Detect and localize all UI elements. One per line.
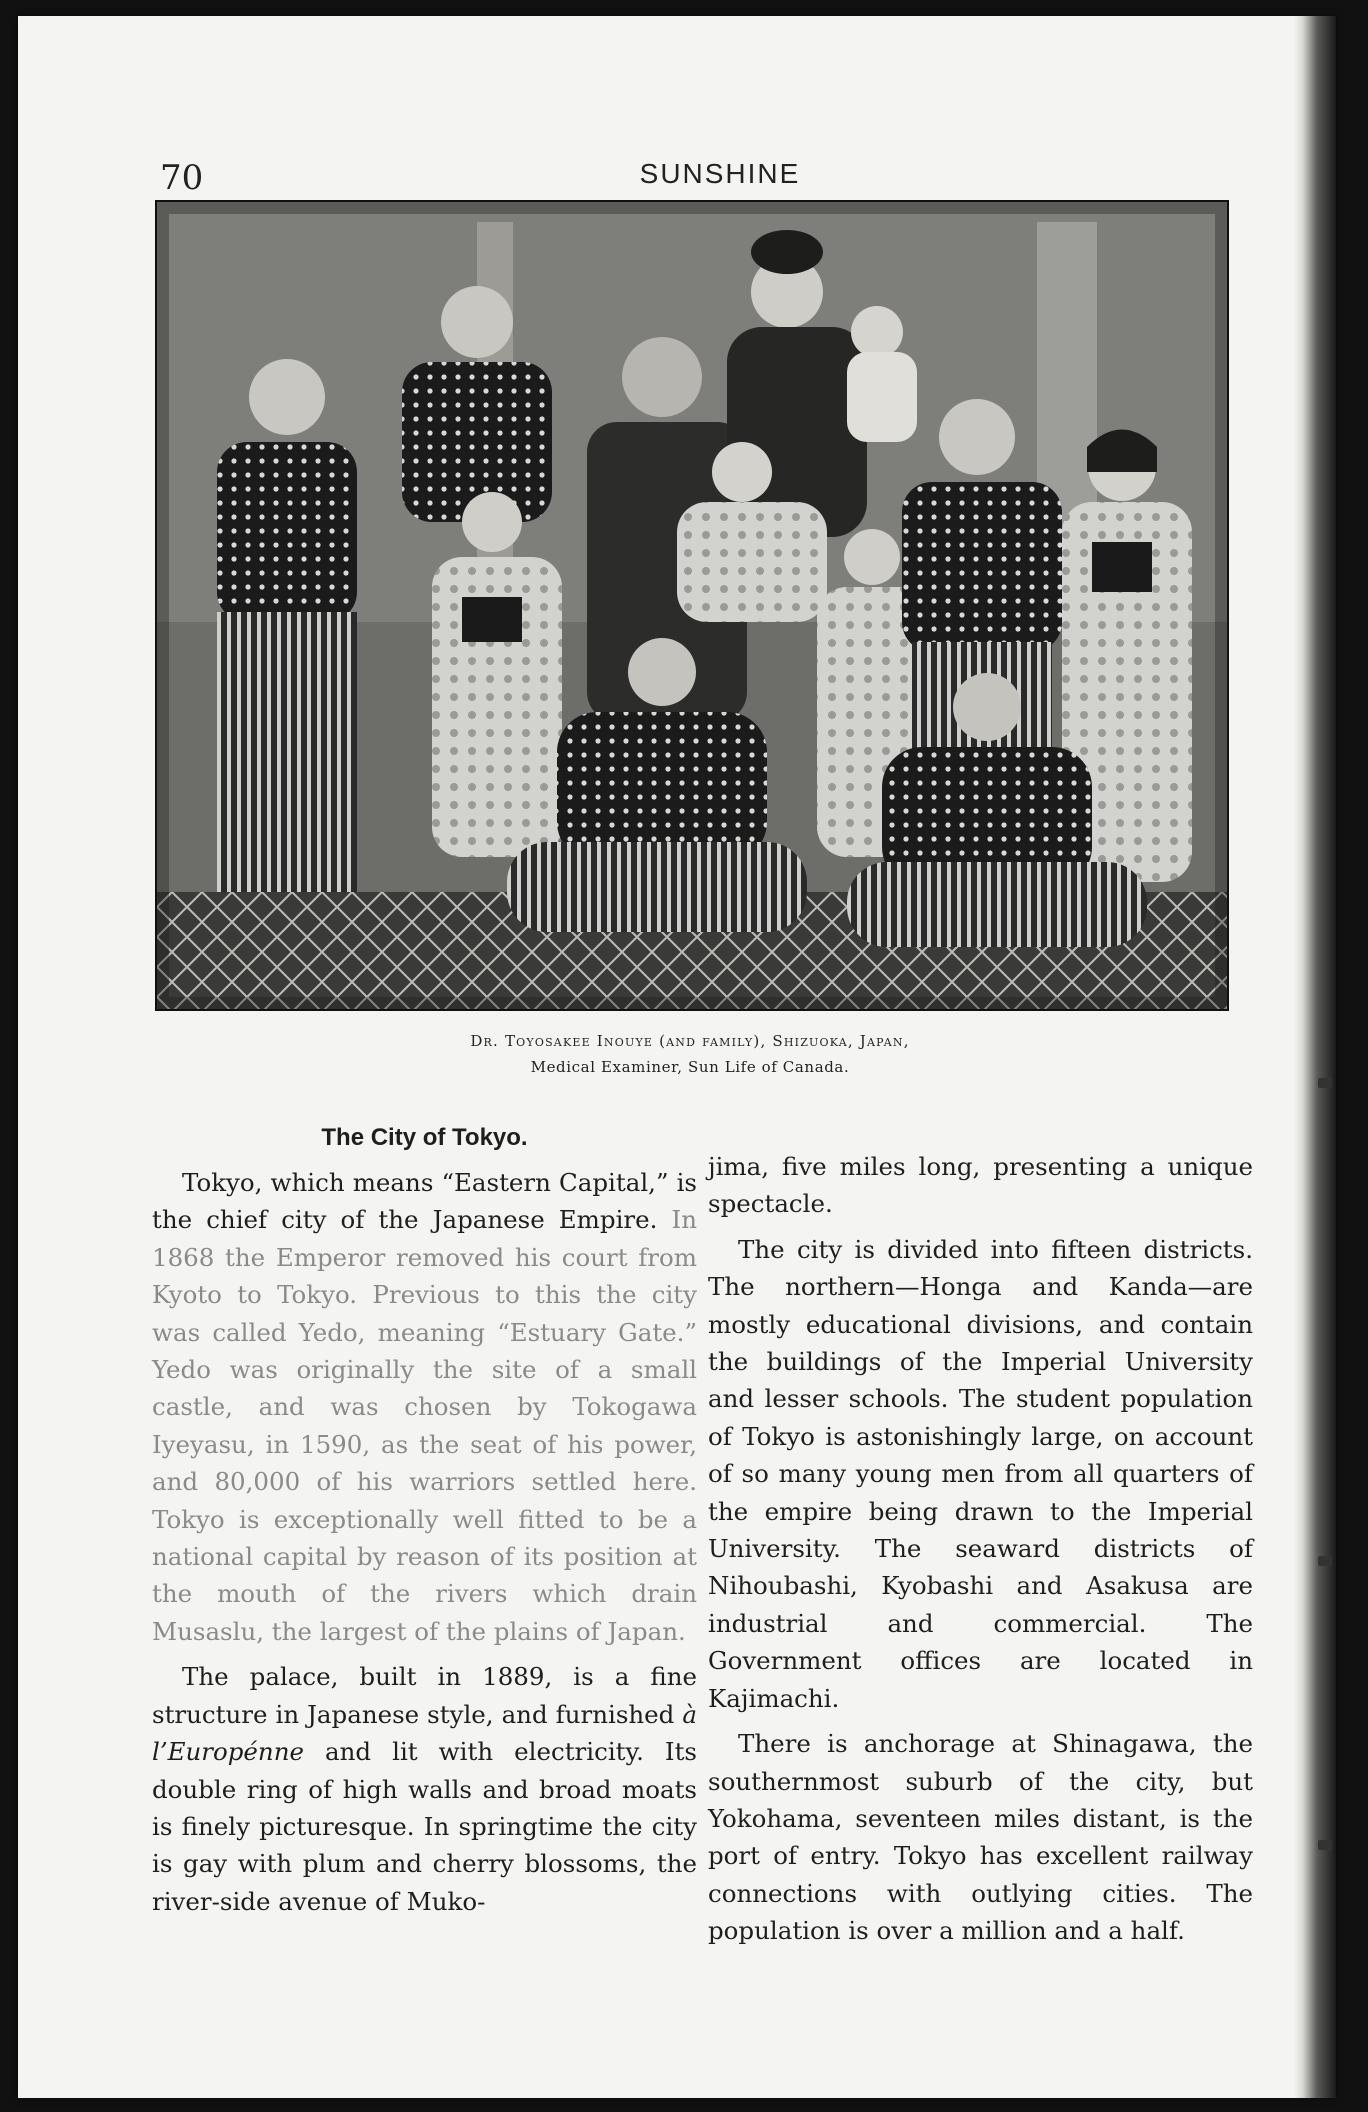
photograph-image: [157, 202, 1227, 1009]
binding-clip: [1318, 1840, 1332, 1850]
left-column: [152, 1120, 697, 1928]
paragraph-2-rest: and lit with electricity. Its double ring of high walls and broad moats is finely picturesque. In springtime the city is gay with plum and cherry blossoms, the river-side avenue of Muko-: [152, 1737, 697, 1916]
page-binding-edge: [1294, 16, 1336, 2098]
paragraph-4: There is anchorage at Shinagawa, the southernmost suburb of the city, but Yokohama, seventeen miles distant, is the port of entry. Tokyo has excellent railway connections with outlying cities. The population is over a million and a half.: [708, 1729, 1253, 1946]
photo-caption-line2: Medical Examiner, Sun Life of Canada.: [530, 1058, 850, 1076]
paragraph-1-lead: Tokyo, which means “Eastern Capital,” is the chief city of the Japanese Empire.: [152, 1168, 697, 1235]
article-title: The City of Tokyo.: [321, 1124, 528, 1151]
right-column: [708, 1148, 1253, 1958]
family-photograph: [155, 200, 1229, 1011]
paragraph-1-faded-text: In 1868 the Emperor removed his court from Kyoto to Tokyo. Previous to this the city was called Yedo, meaning “Estuary Gate.” Yedo was originally the site of a small castle, and was chosen by Tokogawa Iyeyasu, in 1590, as the seat of his power, and 80,000 of his warriors settled here. Tokyo is exceptionally well fitted to be a national capital by reason of its position at the mouth of the rivers which drain Musaslu, the largest of the plains of Japan.: [152, 1205, 697, 1646]
running-title: SUNSHINE: [639, 158, 801, 189]
binding-clip: [1318, 1556, 1332, 1566]
paragraph-3: The city is divided into fifteen districts. The northern—Honga and Kanda—are mostly educational divisions, and contain the buildings of the Imperial University and lesser schools. The student population of Tokyo is astonishingly large, on account of so many young men from all quarters of the empire being drawn to the Imperial University. The seaward districts of Nihoubashi, Kyobashi and Asakusa are industrial and commercial. The Government offices are located in Kajimachi.: [708, 1234, 1253, 1713]
paragraph-2-french-phrase: à l’Europénne: [152, 1699, 697, 1767]
photo-caption-line1: Dr. Toyosakee Inouye (and family), Shizuoka, Japan,: [470, 1032, 910, 1050]
binding-clip: [1318, 1078, 1332, 1088]
paragraph-2-start: The palace, built in 1889, is a fine structure in Japanese style, and furnished: [152, 1662, 697, 1729]
paragraph-2-continued: jima, five miles long, presenting a unique spectacle.: [708, 1152, 1253, 1219]
paragraph-2: [152, 1658, 697, 1920]
paragraph-1: [152, 1164, 697, 1650]
page-number: 70: [160, 158, 204, 198]
